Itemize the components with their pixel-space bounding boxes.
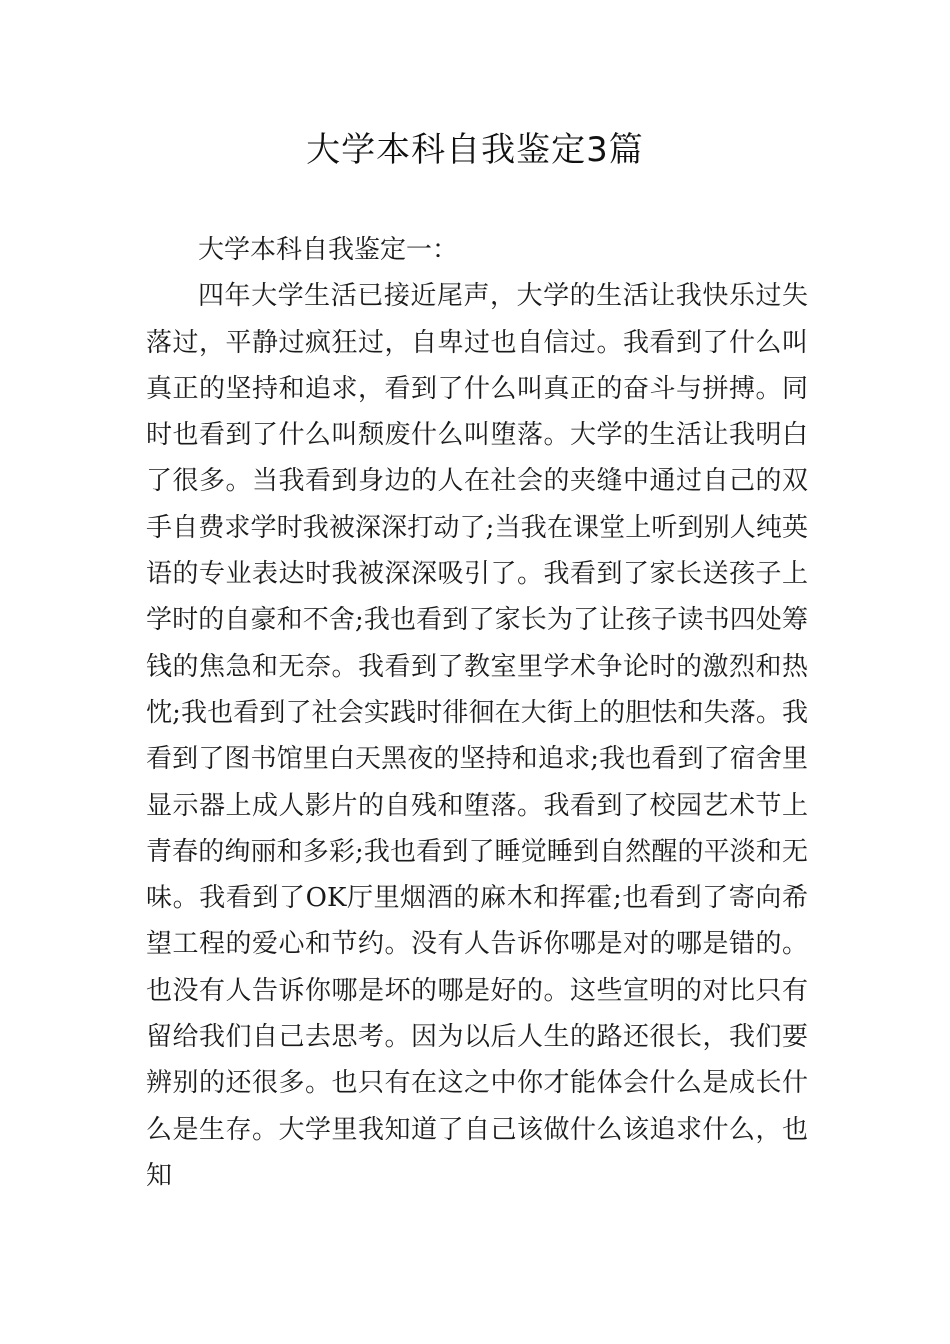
section-heading: 大学本科自我鉴定一： [198, 235, 459, 265]
document-title: 大学本科自我鉴定3篇 [306, 130, 644, 170]
document-body [146, 227, 808, 1199]
body-paragraph: 四年大学生活已接近尾声，大学的生活让我快乐过失落过，平静过疯狂过，自卑过也自信过。我看到了什么叫真正的坚持和追求，看到了什么叫真正的奋斗与拼搏。同时也看到了什么叫颓废什么叫堕落。大学的生活让我明白了很多。当我看到身边的人在社会的夹缝中通过自己的双手自费求学时我被深深打动了;当我在课堂上听到别人纯英语的专业表达时我被深深吸引了。我看到了家长送孩子上学时的自豪和不舍;我也看到了家长为了让孩子读书四处筹钱的焦急和无奈。我看到了教室里学术争论时的激烈和热忱;我也看到了社会实践时徘徊在大街上的胆怯和失落。我看到了图书馆里白天黑夜的坚持和追求;我也看到了宿舍里显示器上成人影片的自残和堕落。我看到了校园艺术节上青春的绚丽和多彩;我也看到了睡觉睡到自然醒的平淡和无味。我看到了OK厅里烟酒的麻木和挥霍;也看到了寄向希望工程的爱心和节约。没有人告诉你哪是对的哪是错的。也没有人告诉你哪是坏的哪是好的。这些宣明的对比只有留给我们自己去思考。因为以后人生的路还很长，我们要辨别的还很多。也只有在这之中你才能体会什么是成长什么是生存。大学里我知道了自己该做什么该追求什么，也知 [146, 281, 808, 1191]
